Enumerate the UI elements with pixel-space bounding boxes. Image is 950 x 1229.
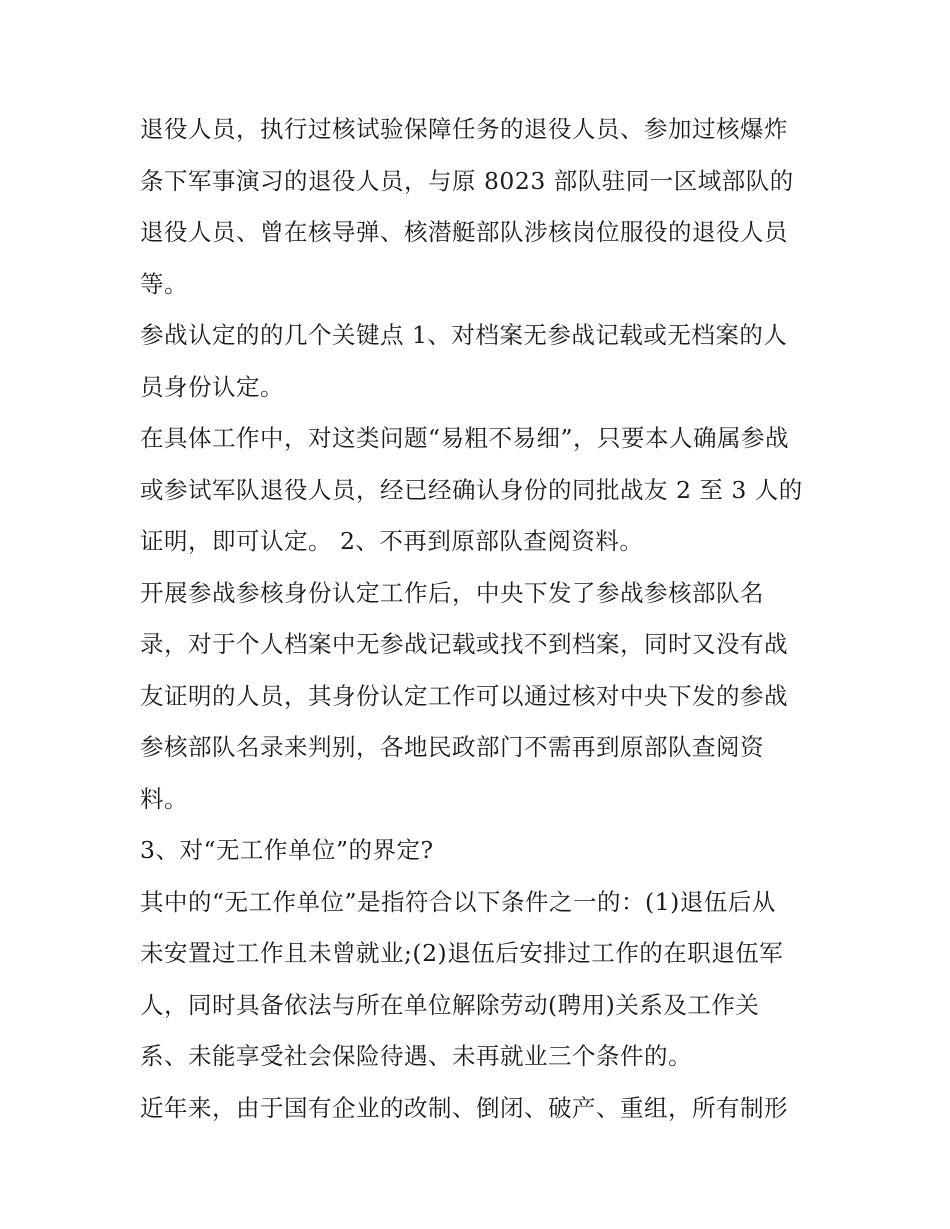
text-line: 员身份认定。 [140, 372, 284, 401]
text-line: 在具体工作中，对这类问题“易粗不易细”，只要本人确属参战 [140, 424, 790, 452]
text-line: 条下军事演习的退役人员，与原 8023 部队驻同一区域部队的 [140, 166, 794, 195]
text-line: 录，对于个人档案中无参战记载或找不到档案，同时又没有战 [140, 630, 788, 658]
text-line: 未安置过工作且未曾就业;(2)退伍后安排过工作的在职退伍军 [140, 939, 784, 967]
text-line: 证明，即可认定。 2、不再到原部队查阅资料。 [140, 527, 644, 555]
text-line: 人，同时具备依法与所在单位解除劳动(聘用)关系及工作关 [140, 990, 760, 1019]
text-line: 友证明的人员，其身份认定工作可以通过核对中央下发的参战 [140, 681, 788, 710]
text-line: 近年来，由于国有企业的改制、倒闭、破产、重组，所有制形 [140, 1093, 788, 1122]
text-line: 或参试军队退役人员，经已经确认身份的同批战友 2 至 3 人的 [140, 475, 803, 504]
text-line: 料。 [140, 784, 188, 813]
text-line: 参核部队名录来判别，各地民政部门不需再到原部队查阅资 [140, 733, 764, 761]
text-line: 参战认定的的几个关键点 1、对档案无参战记载或无档案的人 [140, 321, 788, 349]
text-line: 开展参战参核身份认定工作后，中央下发了参战参核部队名 [140, 578, 764, 607]
text-line: 退役人员、曾在核导弹、核潜艇部队涉核岗位服役的退役人员 [140, 218, 788, 246]
document-body [140, 104, 812, 1134]
text-line: 退役人员，执行过核试验保障任务的退役人员、参加过核爆炸 [140, 115, 788, 143]
text-line: 其中的“无工作单位”是指符合以下条件之一的：(1)退伍后从 [140, 887, 776, 916]
text-line: 3、对“无工作单位”的界定? [140, 836, 434, 864]
text-line: 等。 [140, 269, 188, 298]
text-line: 系、未能享受社会保险待遇、未再就业三个条件的。 [140, 1042, 692, 1070]
